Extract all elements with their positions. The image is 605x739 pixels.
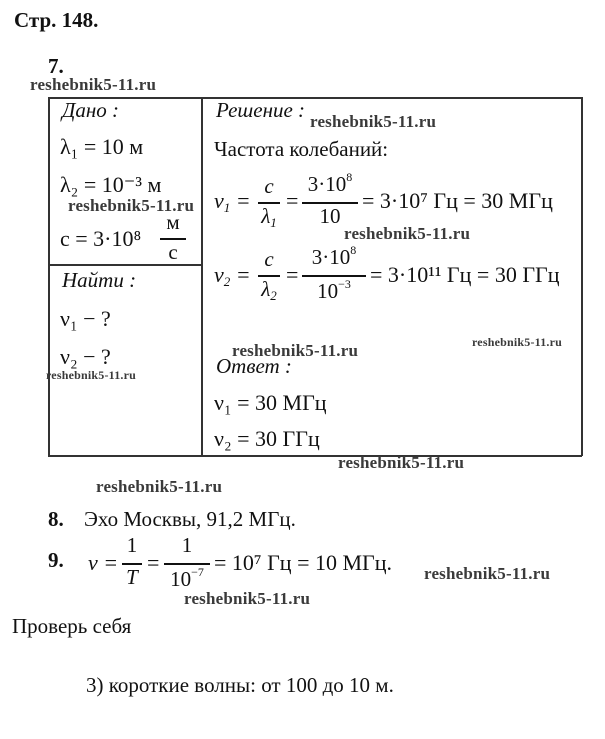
equation-nu1-result: = 3·10⁷ Гц = 30 МГц xyxy=(362,188,553,213)
given-speed: c = 3·10⁸ xyxy=(60,226,142,251)
given-lambda1: λ₁ = 10 м xyxy=(60,134,144,159)
problem-8-number: 8. xyxy=(48,507,64,531)
find-nu1: ν₁ − ? xyxy=(60,306,111,331)
check-yourself-answer: 3) короткие волны: от 100 до 10 м. xyxy=(86,673,394,697)
watermark: reshebnik5-11.ru xyxy=(46,368,136,382)
watermark: reshebnik5-11.ru xyxy=(68,196,195,215)
problem-8-text: Эхо Москвы, 91,2 МГц. xyxy=(84,507,296,531)
watermark: reshebnik5-11.ru xyxy=(424,564,551,583)
page-title: Стр. 148. xyxy=(14,8,99,32)
find-title: Найти : xyxy=(62,268,137,292)
watermark: reshebnik5-11.ru xyxy=(472,335,562,349)
watermark: reshebnik5-11.ru xyxy=(184,589,311,608)
given-unit-numerator: м xyxy=(166,210,180,234)
watermark: reshebnik5-11.ru xyxy=(232,341,359,360)
problem-9-result: = 10⁷ Гц = 10 МГц. xyxy=(214,550,393,575)
check-yourself-title: Проверь себя xyxy=(12,614,132,638)
equation-nu2-result: = 3·10¹¹ Гц = 30 ГГц xyxy=(370,262,560,287)
problem-9-number: 9. xyxy=(48,548,64,572)
given-title: Дано : xyxy=(62,98,120,122)
given-unit-denominator: с xyxy=(168,240,178,264)
answer-title: Ответ : xyxy=(216,354,292,378)
watermark: reshebnik5-11.ru xyxy=(338,453,465,472)
watermark: reshebnik5-11.ru xyxy=(30,75,157,94)
watermark: reshebnik5-11.ru xyxy=(344,224,471,243)
problem-7-number: 7. xyxy=(48,54,64,78)
given-lambda2: λ₂ = 10⁻³ м xyxy=(60,172,162,197)
find-nu2: ν₂ − ? xyxy=(60,344,111,369)
answer-nu1: ν₁ = 30 МГц xyxy=(214,390,327,415)
answer-nu2: ν₂ = 30 ГГц xyxy=(214,426,320,451)
solution-title: Решение : xyxy=(216,98,306,122)
watermark: reshebnik5-11.ru xyxy=(310,112,437,131)
watermark: reshebnik5-11.ru xyxy=(96,477,223,496)
solution-subtitle: Частота колебаний: xyxy=(214,137,389,161)
